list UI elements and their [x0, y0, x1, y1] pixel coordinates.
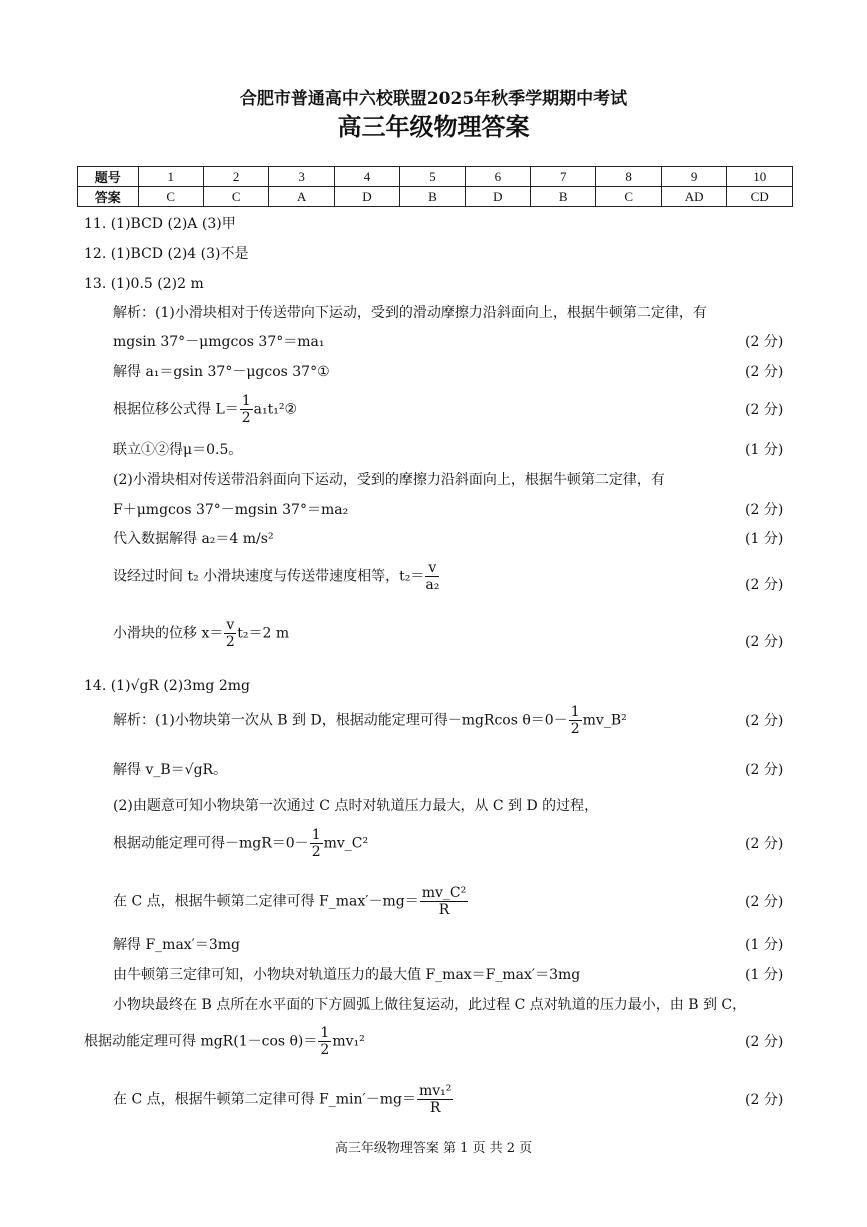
fraction-numerator: v	[226, 617, 235, 633]
table-row-numbers	[78, 167, 793, 187]
question-number: 8	[596, 167, 661, 187]
fraction-mv12-over-r	[417, 1083, 453, 1116]
question-number: 3	[269, 167, 334, 187]
fraction-mvc2-over-r	[420, 885, 469, 918]
score: (2 分)	[745, 1034, 784, 1050]
q14-equation-4	[113, 885, 469, 918]
equation-text: 在 C 点，根据牛顿第二定律可得 F_max′－mg＝	[113, 893, 419, 910]
answer-cell: D	[465, 187, 530, 207]
equation-text: 根据动能定理可得 mgR(1－cos θ)＝	[84, 1033, 318, 1050]
equation-text: mv_B²	[582, 712, 627, 729]
score: (2 分)	[745, 634, 784, 650]
score: (1 分)	[745, 967, 784, 983]
q14-analysis	[113, 704, 627, 737]
equation-text: 在 C 点，根据牛顿第二定律可得 F_min′－mg＝	[113, 1091, 416, 1108]
q14-part2: (2)由题意可知小物块第一次通过 C 点时对轨道压力最大，从 C 到 D 的过程，	[113, 798, 599, 814]
equation-text: 解析：(1)小物块第一次从 B 到 D，根据动能定理可得－mgRcos θ＝0－	[113, 712, 568, 729]
question-number: 2	[203, 167, 268, 187]
table-row-answers	[78, 187, 793, 207]
q14-equation-7: 小物块最终在 B 点所在水平面的下方圆弧上做往复运动，此过程 C 点对轨道的压力最小，由 B 到 C，	[113, 997, 747, 1013]
score: (2 分)	[745, 334, 784, 350]
answer-q13: 13. (1)0.5 (2)2 m	[84, 276, 204, 292]
score: (1 分)	[745, 937, 784, 953]
fraction-numerator: 1	[570, 704, 580, 720]
answer-cell: D	[334, 187, 399, 207]
question-number: 7	[531, 167, 596, 187]
score: (1 分)	[745, 442, 784, 458]
answer-cell: AD	[661, 187, 727, 207]
q13-equation-8	[113, 617, 289, 650]
question-number: 1	[138, 167, 203, 187]
fraction-denominator: R	[438, 902, 450, 918]
equation-text: mv₁²	[332, 1033, 365, 1050]
equation-text: 根据动能定理可得－mgR＝0－	[113, 835, 309, 852]
equation-text: mv_C²	[323, 835, 369, 852]
q14-equation-8	[84, 1025, 365, 1058]
equation-text: 根据位移公式得 L＝	[113, 401, 239, 418]
fraction-denominator: 2	[241, 410, 251, 426]
answer-cell: CD	[727, 187, 793, 207]
fraction-numerator: 1	[241, 393, 251, 409]
q13-equation-1: mgsin 37°－μmgcos 37°＝ma₁	[113, 334, 325, 350]
score: (2 分)	[745, 364, 784, 380]
equation-text: a₁t₁²②	[253, 401, 298, 418]
answer-q14: 14. (1)√gR (2)3mg 2mg	[84, 678, 250, 694]
fraction-denominator: 2	[225, 634, 235, 650]
score: (2 分)	[745, 713, 784, 729]
fraction-v-over-a2	[425, 560, 439, 593]
fraction-denominator: 2	[311, 844, 321, 860]
fraction-denominator: 2	[570, 721, 580, 737]
q14-equation-6: 由牛顿第三定律可知，小物块对轨道压力的最大值 F_max＝F_max′＝3mg	[113, 967, 581, 983]
equation-text: t₂＝2 m	[237, 625, 290, 642]
question-number: 10	[727, 167, 793, 187]
score: (2 分)	[745, 577, 784, 593]
score: (2 分)	[745, 762, 784, 778]
document-title: 合肥市普通高中六校联盟2025年秋季学期期中考试	[239, 89, 628, 109]
answer-cell: C	[203, 187, 268, 207]
score: (2 分)	[745, 1092, 784, 1108]
score: (1 分)	[745, 531, 784, 547]
equation-text: 设经过时间 t₂ 小滑块速度与传送带速度相等，t₂＝	[113, 568, 425, 585]
fraction-numerator: mv_C²	[421, 885, 467, 901]
fraction-denominator: R	[429, 1100, 441, 1116]
question-number: 6	[465, 167, 530, 187]
question-number: 9	[661, 167, 727, 187]
q14-equation-2: 解得 v_B＝√gR。	[113, 762, 228, 778]
answer-cell: B	[400, 187, 465, 207]
table-header-label: 题号	[78, 167, 139, 187]
fraction-numerator: 1	[311, 827, 321, 843]
fraction-numerator: 1	[320, 1025, 330, 1041]
document-subtitle: 高三年级物理答案	[337, 112, 530, 141]
q13-equation-7	[113, 560, 440, 593]
answer-cell: B	[531, 187, 596, 207]
fraction-numerator: v	[425, 560, 439, 577]
fraction-half	[240, 393, 253, 426]
q13-equation-5: F＋μmgcos 37°－mgsin 37°＝ma₂	[113, 502, 349, 518]
q13-part2: (2)小滑块相对传送带沿斜面向下运动，受到的摩擦力沿斜面向上，根据牛顿第二定律，有	[113, 472, 665, 488]
q14-equation-9	[113, 1083, 454, 1116]
fraction-half	[569, 704, 582, 737]
q13-equation-4: 联立①②得μ＝0.5。	[113, 442, 243, 458]
question-number: 4	[334, 167, 399, 187]
q14-equation-3	[113, 827, 368, 860]
fraction-numerator: mv₁²	[418, 1083, 452, 1099]
score: (2 分)	[745, 894, 784, 910]
q13-equation-2: 解得 a₁＝gsin 37°－μgcos 37°①	[113, 364, 330, 380]
fraction-half	[310, 827, 323, 860]
q13-equation-6: 代入数据解得 a₂＝4 m/s²	[113, 531, 274, 547]
fraction-v-over-2	[224, 617, 236, 650]
score: (2 分)	[745, 836, 784, 852]
answer-cell: A	[269, 187, 334, 207]
page-footer: 高三年级物理答案 第 1 页 共 2 页	[334, 1141, 533, 1156]
question-number: 5	[400, 167, 465, 187]
table-answer-label: 答案	[78, 187, 139, 207]
q13-analysis: 解析：(1)小滑块相对于传送带向下运动，受到的滑动摩擦力沿斜面向上，根据牛顿第二定律，有	[113, 305, 707, 321]
answer-q12: 12. (1)BCD (2)4 (3)不是	[84, 246, 249, 262]
equation-text: 小滑块的位移 x＝	[113, 625, 224, 642]
q14-equation-5: 解得 F_max′＝3mg	[113, 937, 241, 953]
score: (2 分)	[745, 502, 784, 518]
q13-equation-3	[113, 393, 297, 426]
answer-table	[77, 166, 793, 207]
fraction-half	[318, 1025, 331, 1058]
fraction-denominator: 2	[320, 1042, 330, 1058]
fraction-denominator: a₂	[425, 577, 440, 593]
score: (2 分)	[745, 402, 784, 418]
answer-cell: C	[596, 187, 661, 207]
answer-q11: 11. (1)BCD (2)A (3)甲	[84, 216, 236, 232]
answer-cell: C	[138, 187, 203, 207]
